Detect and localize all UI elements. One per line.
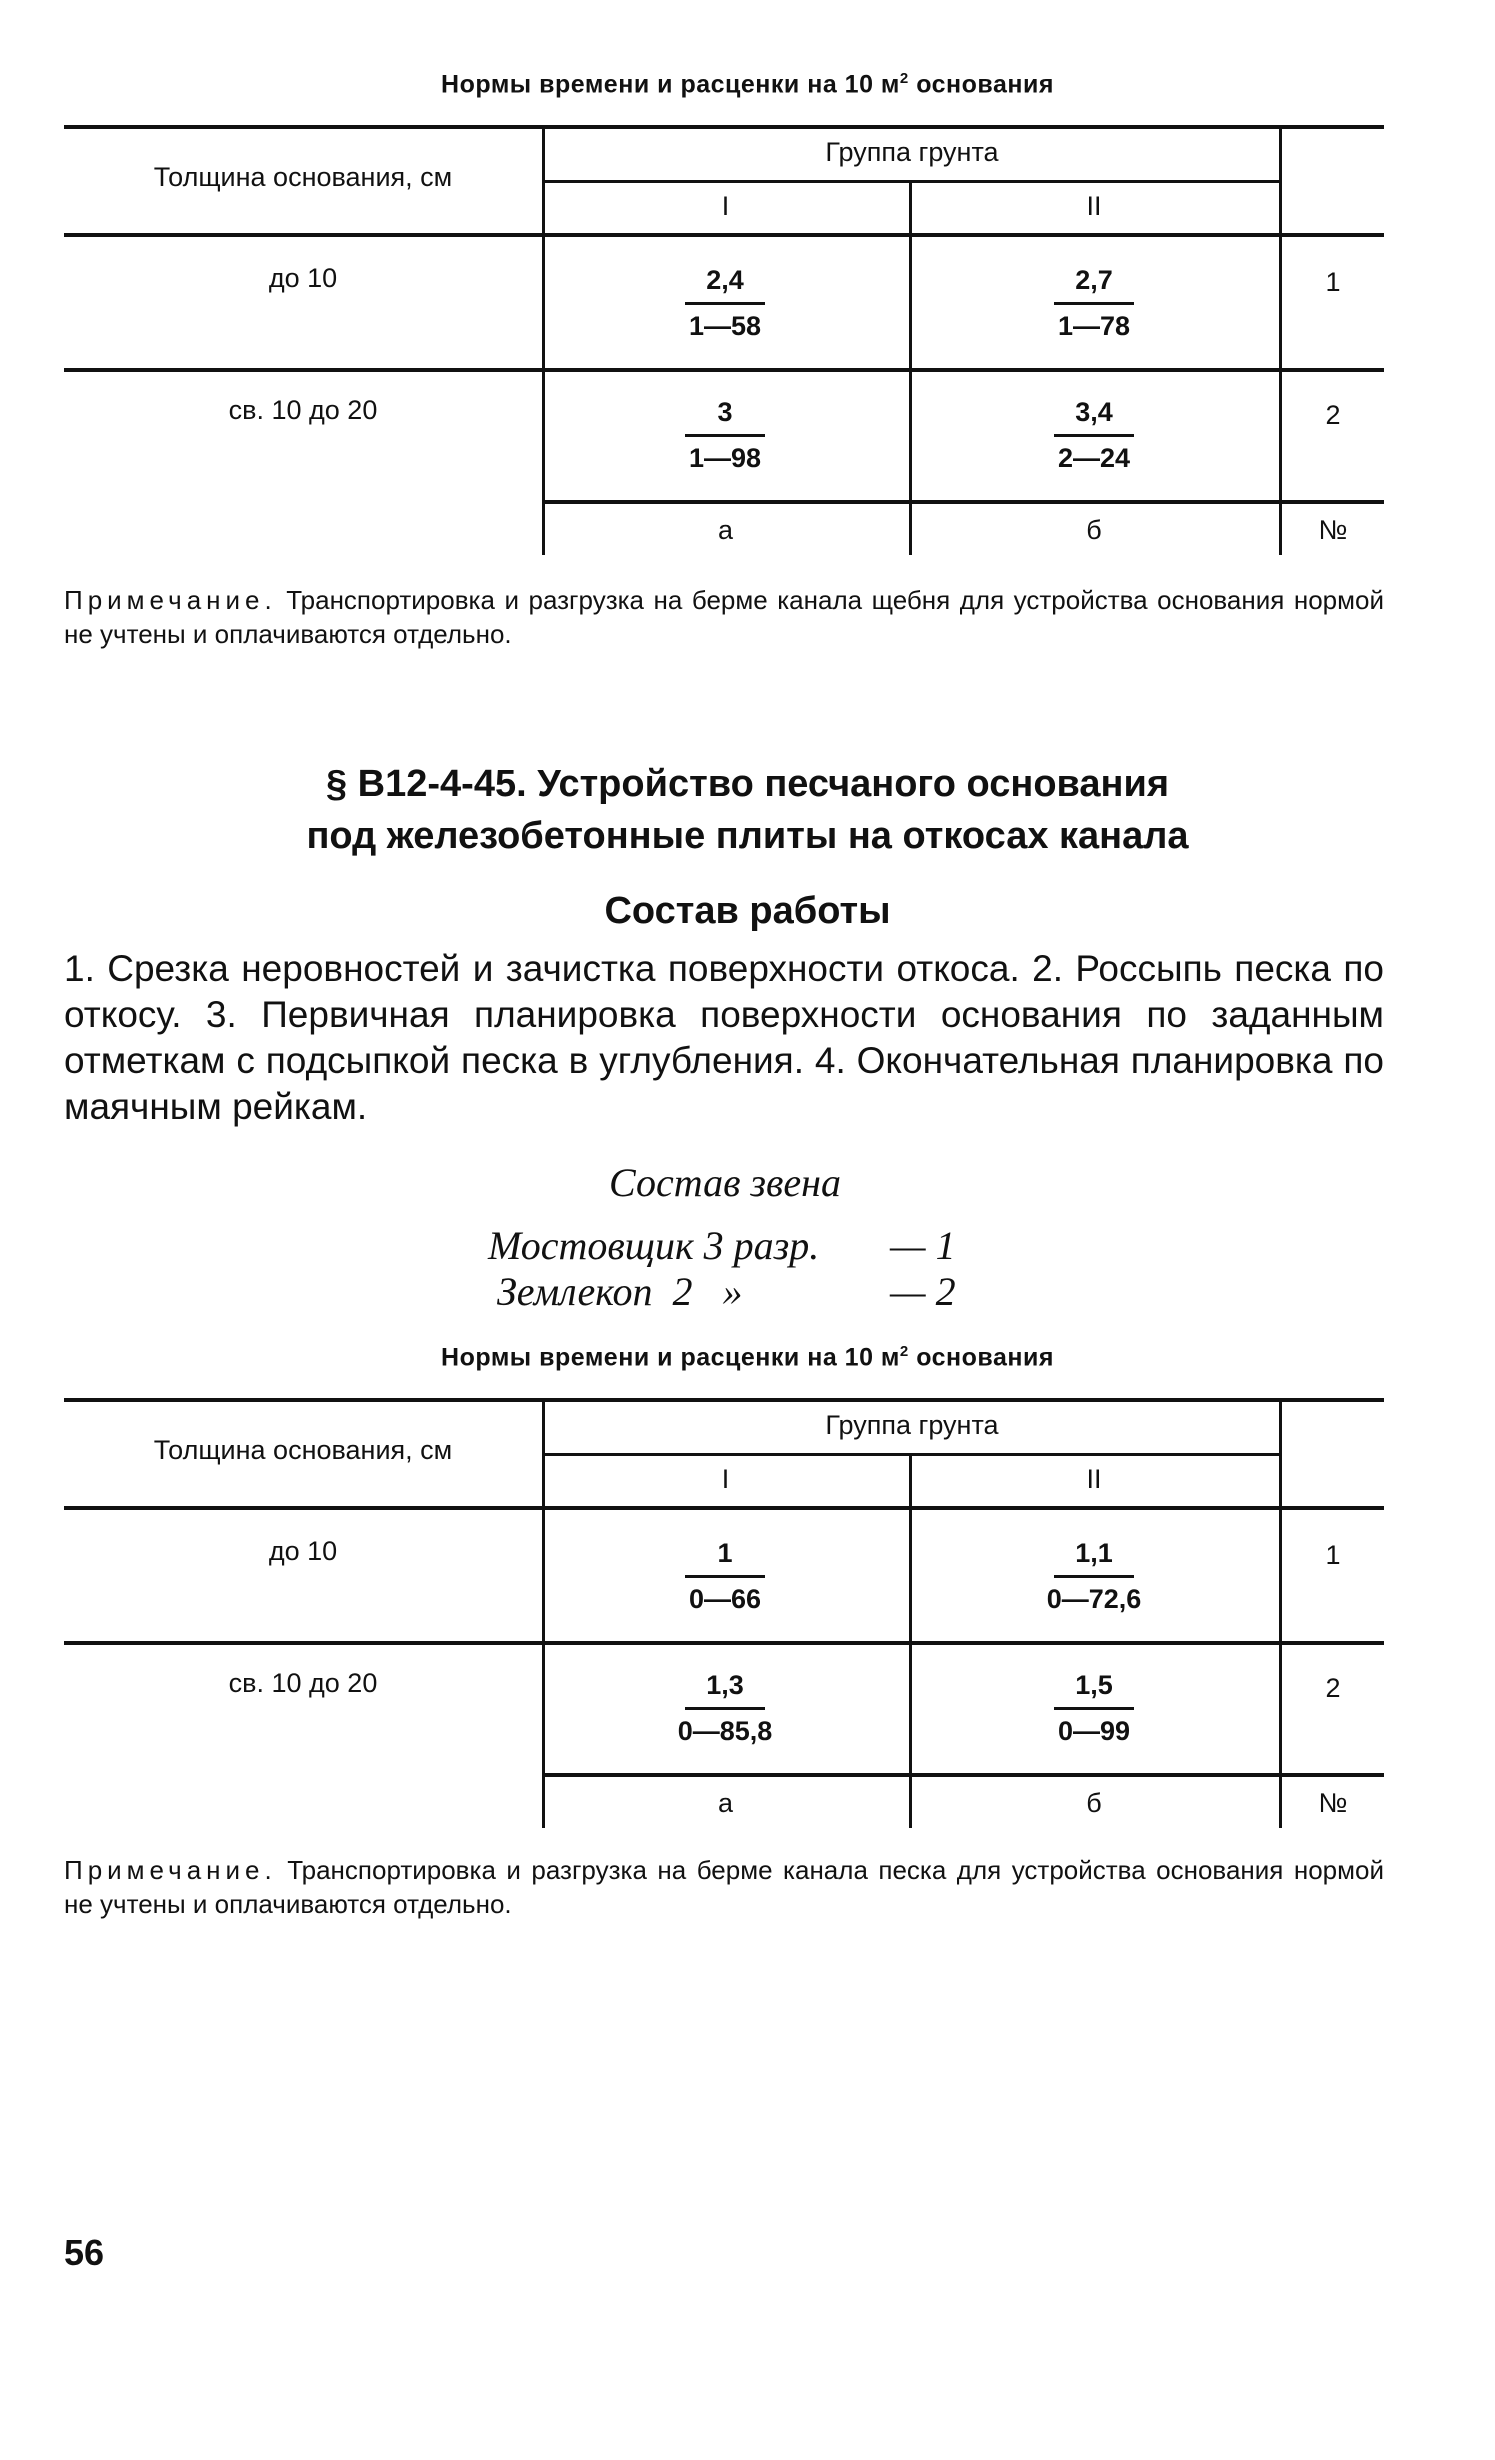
table2-caption: Нормы времени и расценки на 10 $м^2$ основания	[441, 1343, 1054, 1372]
col-header-group-2: II	[1086, 191, 1102, 221]
rate-fraction: $\frac{1,5}{0—99}$	[1034, 1670, 1154, 1747]
col-header-soil-group: Группа грунта	[825, 1410, 999, 1440]
crew-role: Мостовщик 3 разр.	[488, 1223, 820, 1268]
rate-fraction: $\frac{2,7}{1—78}$	[1034, 265, 1154, 342]
col-header-group-1: I	[721, 191, 730, 221]
work-heading: Состав работы	[604, 890, 891, 932]
section-title: § В12-4-45. Устройство песчаного основания под железобетонные плиты на откосах канала	[306, 763, 1189, 857]
column-letter-b: б	[1086, 1788, 1102, 1818]
col-header-group-2: II	[1086, 1464, 1102, 1494]
col-header-soil-group: Группа грунта	[825, 137, 999, 167]
crew-count: — 2	[890, 1269, 956, 1314]
col-header-group-1: I	[721, 1464, 730, 1494]
crew-count: — 1	[890, 1223, 956, 1268]
row-label: св. 10 до 20	[228, 1668, 378, 1698]
crew-heading: Состав звена	[608, 1160, 841, 1205]
crew-role: Землекоп 2 »	[497, 1269, 743, 1314]
row-number: 1	[1325, 1540, 1341, 1570]
page-number: 56	[64, 2232, 105, 2273]
row-number: 2	[1325, 400, 1341, 430]
work-description: 1. Срезка неровностей и зачистка поверхности откоса. 2. Россыпь песка по откосу. 3. Первичная планировка поверхности основания по заданным отметкам с подсыпкой песка в углубления. 4. Окончательная планировка по маячным рейкам.	[64, 948, 1384, 1127]
rate-fraction: $\frac{1,1}{0—72,6}$	[1046, 1538, 1142, 1614]
column-number-sign: №	[1318, 1788, 1348, 1818]
column-letter-a: а	[717, 515, 734, 545]
row-label: до 10	[268, 1536, 338, 1566]
note-1: Примечание. Транспортировка и разгрузка на берме канала щебня для устройства основания нормой не учтены и оплачиваются отдельно.	[64, 585, 1384, 649]
col-header-thickness: Толщина основания, см	[153, 162, 453, 192]
column-letter-a: а	[717, 1788, 734, 1818]
rate-fraction: $\frac{3,4}{2—24}$	[1034, 397, 1154, 474]
row-number: 2	[1325, 1673, 1341, 1703]
column-letter-b: б	[1086, 515, 1102, 545]
row-label: до 10	[268, 263, 338, 293]
norms-table-1	[64, 125, 1384, 565]
row-number: 1	[1325, 267, 1341, 297]
column-number-sign: №	[1318, 515, 1348, 545]
rate-fraction: $\frac{1}{0—66}$	[665, 1538, 785, 1615]
rate-fraction: $\frac{3}{1—98}$	[665, 397, 785, 474]
table1-caption: Нормы времени и расценки на 10 $м^2$ основания	[441, 70, 1054, 99]
note-2: Примечание. Транспортировка и разгрузка на берме канала песка для устройства основания нормой не учтены и оплачиваются отдельно.	[64, 1855, 1384, 1919]
col-header-thickness: Толщина основания, см	[153, 1435, 453, 1465]
rate-fraction: $\frac{1,3}{0—85,8}$	[677, 1670, 773, 1746]
rate-fraction: $\frac{2,4}{1—58}$	[665, 265, 785, 342]
row-label: св. 10 до 20	[228, 395, 378, 425]
norms-table-2	[64, 1398, 1384, 1838]
